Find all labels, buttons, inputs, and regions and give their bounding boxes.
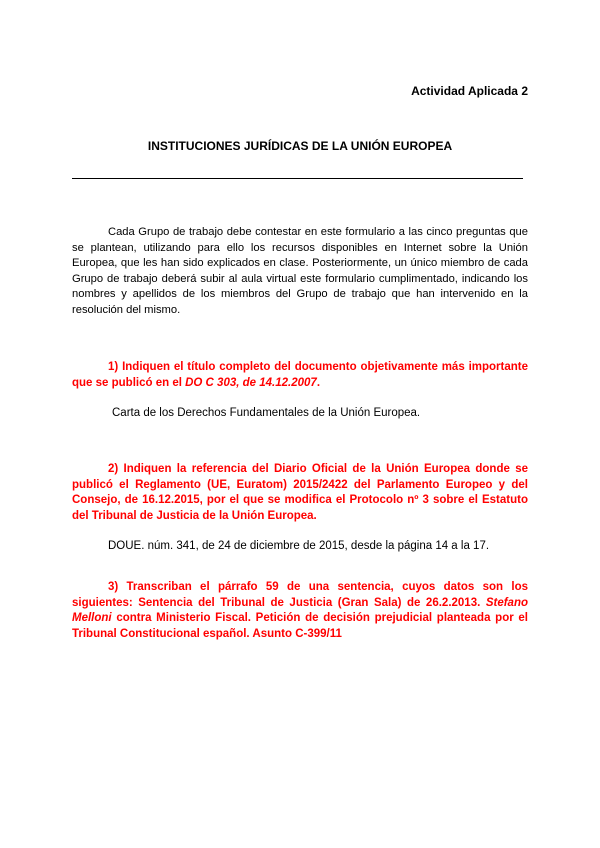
- question-1-text: 1) Indiquen el título completo del documento objetivamente más importante que se publicó en el: [72, 361, 528, 389]
- answer-1: Carta de los Derechos Fundamentales de la Unión Europea.: [112, 407, 421, 419]
- question-3-end: contra Ministerio Fiscal. Petición de decisión prejudicial planteada por el Tribunal Constitucional español. Asunto C-399/11: [72, 612, 528, 640]
- question-3-text: 3) Transcriban el párrafo 59 de una sentencia, cuyos datos son los siguientes: Sentencia del Tribunal de Justicia (Gran Sala) de 26.2.2013.: [72, 581, 528, 609]
- question-1-end: .: [316, 376, 321, 389]
- intro-paragraph: Cada Grupo de trabajo debe contestar en este formulario a las cinco preguntas que se plantean, utilizando para ello los recursos disponibles en Internet sobre la Unión Europea, que les han sido explicados en clase. Posteriormente, un único miembro de cada Grupo de trabajo deberá subir al aula virtual este formulario cumplimentado, indicando los nombres y apellidos de los miembros del Grupo de trabajo que han intervenido en la resolución del mismo.: [72, 226, 528, 316]
- question-3: [72, 580, 528, 642]
- activity-label: Actividad Aplicada 2: [411, 84, 528, 98]
- question-2: 2) Indiquen la referencia del Diario Oficial de la Unión Europea donde se publicó el Reglamento (UE, Euratom) 2015/2422 del Parlamento Europeo y del Consejo, de 16.12.2015, por el que se modifica el Protocolo nº 3 sobre el Estatuto del Tribunal de Justicia de la Unión Europea.: [72, 463, 528, 522]
- question-1-reference: DO C 303, de 14.12.2007: [185, 376, 317, 389]
- question-3-party-name: Stefano Melloni: [72, 596, 528, 624]
- question-1: [72, 360, 528, 391]
- document-title: INSTITUCIONES JURÍDICAS DE LA UNIÓN EUROPEA: [147, 139, 453, 153]
- title-divider: [72, 178, 523, 179]
- answer-2: DOUE. núm. 341, de 24 de diciembre de 2015, desde la página 14 a la 17.: [108, 540, 490, 552]
